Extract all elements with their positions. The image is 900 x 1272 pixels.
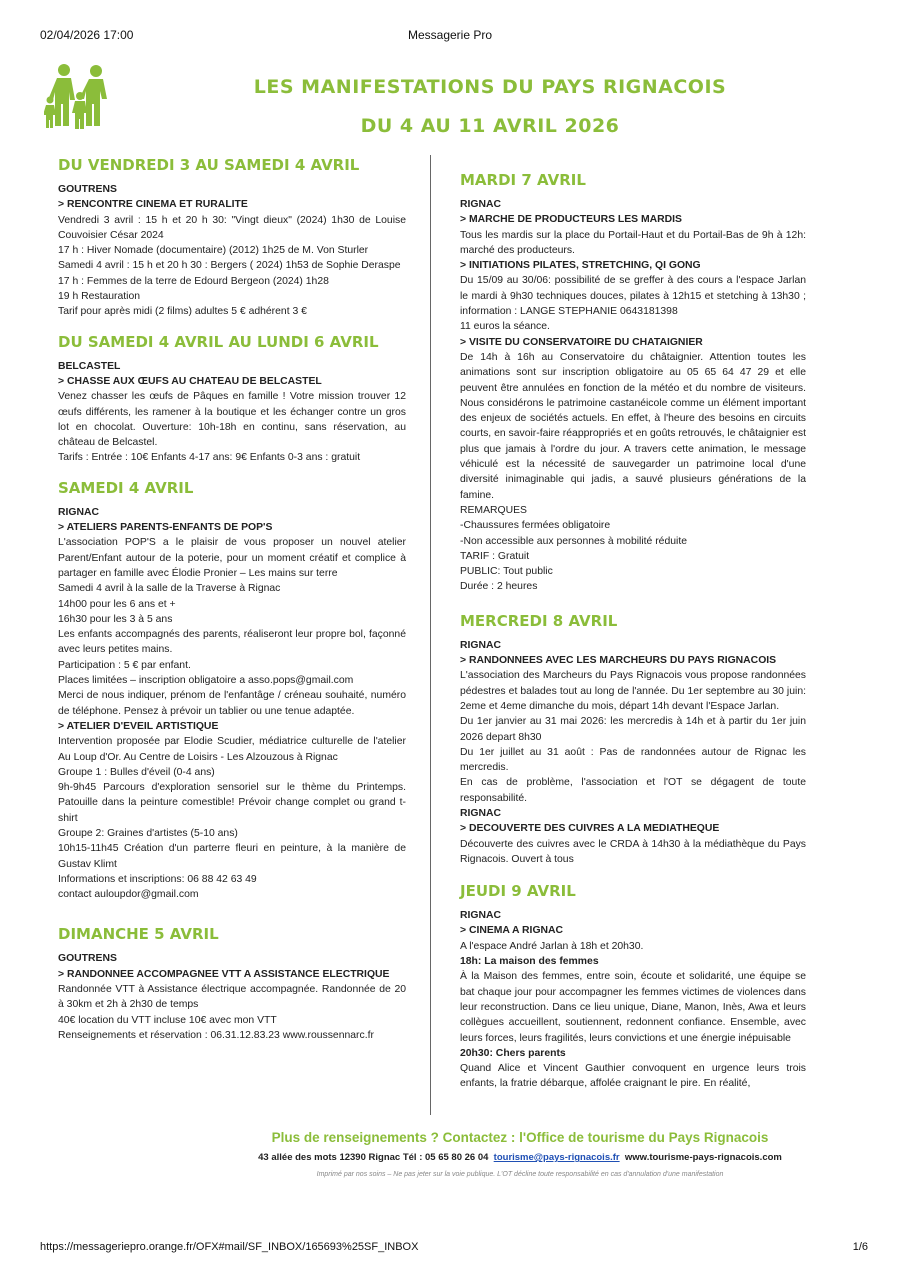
event-line: 14h00 pour les 6 ans et + (58, 598, 176, 610)
contact-details (0, 1152, 900, 1163)
event-line: Intervention proposée par Elodie Scudier, médiatrice culturelle de l'atelier Au Loup d'Or. Au Centre de Loisirs - Les Alzouzous à Rignac (58, 736, 406, 763)
event-title: > CINEMA A RIGNAC (460, 925, 564, 937)
event-line: Places limitées – inscription obligatoire a asso.pops@gmail.com (58, 675, 354, 687)
place-name: GOUTRENS (58, 184, 117, 195)
event-line: REMARQUES (460, 504, 527, 516)
event-line: Découverte des cuivres avec le CRDA à 14h30 à la médiathèque du Pays Rignacois. Ouvert à tous (460, 838, 806, 865)
event-title: > MARCHE DE PRODUCTEURS LES MARDIS (460, 214, 682, 226)
event-line: Venez chasser les œufs de Pâques en famille ! Votre mission trouver 12 œufs différents, les ramener à la boutique et les échanger contre un gros lot en chocolat. Ouverture: 10h-18h en continu, sans réservation, au château de Belcastel. (58, 391, 406, 449)
event-title: > VISITE DU CONSERVATOIRE DU CHATAIGNIER (460, 336, 703, 348)
event-line: Tous les mardis sur la place du Portail-Haut et du Portail-Bas de 9h à 12h: marché des producteurs. (460, 229, 806, 256)
day-heading: MARDI 7 AVRIL (460, 171, 586, 189)
event-line: -Non accessible aux personnes à mobilité réduite (460, 535, 687, 547)
event-line: Groupe 2: Graines d'artistes (5-10 ans) (58, 827, 238, 839)
event-line: De 14h à 16h au Conservatoire du châtaignier. Attention toutes les animations sont sur inscription obligatoire au 05 65 64 47 29 et elle peuvent être annulées en fonction de la météo et du nombre de visiteurs. Nous considérons le patrimoine castanéicole comme un élément important des enjeux de sociétés actuels. En effet, à l'heure des besoins en circuits courts, en savoir-faire réappropriés et en goûts retrouvés, le châtaignier est plus que jamais à l'ordre du jour. A travers cette animation, le message véhiculé est la nécessité de sauvegarder un patrimoine local d'une diversité inimaginable qui jadis, a sauvé plusieurs générations de la famine. (460, 351, 806, 501)
event-line: Du 1er juillet au 31 août : Pas de randonnées autour de Rignac les mercredis. (460, 746, 806, 774)
place-name: RIGNAC (460, 199, 501, 210)
contact-website[interactable]: www.tourisme-pays-rignacois.com (624, 1152, 782, 1163)
event-line: contact auloupdor@gmail.com (58, 889, 199, 901)
disclaimer: Imprimé par nos soins – Ne pas jeter sur la voie publique. L'OT décline toute responsabilité en cas d'annulation d'une manifestation (316, 1171, 724, 1178)
event-line: En cas de problème, l'association et l'OT se dégagent de toute responsabilité. (460, 777, 806, 804)
print-datetime: 02/04/2026 17:00 (40, 28, 134, 42)
event-line: Participation : 5 € par enfant. (58, 659, 191, 671)
event-line: 40€ location du VTT incluse 10€ avec mon VTT (58, 1014, 277, 1026)
event-line: Les enfants accompagnés des parents, réaliseront leur propre bol, façonné avec leurs petites mains. (58, 629, 406, 656)
day-heading: DU SAMEDI 4 AVRIL AU LUNDI 6 AVRIL (58, 332, 379, 351)
event-line: À la Maison des femmes, entre soin, écoute et solidarité, une équipe se bat chaque jour pour accompagner les femmes victimes de violences dans leur reconstruction. Dans ce lieu unique, Diane, Manon, Inès, Awa et leurs collègues accueillent, soutiennent, redonnent confiance. Ensemble, avec leurs forces, leurs fragilités, leurs convictions et une énergie inépuisable (460, 971, 806, 1044)
event-line: Vendredi 3 avril : 15 h et 20 h 30: "Vingt dieux" (2024) 1h30 de Louise Couvoisier César 2024 (58, 214, 406, 241)
left-column (58, 155, 406, 1043)
event-line: Informations et inscriptions: 06 88 42 63 49 (58, 873, 257, 885)
doc-title: LES MANIFESTATIONS DU PAYS RIGNACOIS (253, 76, 727, 98)
event-line: A l'espace André Jarlan à 18h et 20h30. (460, 940, 644, 952)
event-line: Durée : 2 heures (460, 581, 538, 593)
event-line: 17 h : Hiver Nomade (documentaire) (2012) 1h25 de M. Von Sturler (58, 245, 369, 257)
event-line: PUBLIC: Tout public (460, 566, 553, 578)
event-title: > RANDONNEES AVEC LES MARCHEURS DU PAYS RIGNACOIS (460, 655, 777, 667)
day-heading: DU VENDREDI 3 AU SAMEDI 4 AVRIL (58, 156, 360, 174)
event-line: 19 h Restauration (58, 291, 141, 303)
event-line: Tarifs : Entrée : 10€ Enfants 4-17 ans: 9€ Enfants 0-3 ans : gratuit (58, 452, 361, 464)
contact-address: 43 allée des mots 12390 Rignac Tél : 05 65 80 26 04 (258, 1152, 489, 1163)
place-name: RIGNAC (460, 807, 501, 819)
event-line: Renseignements et réservation : 06.31.12.83.23 www.roussennarc.fr (58, 1029, 374, 1041)
event-line: Tarif pour après midi (2 films) adultes 5 € adhérent 3 € (58, 306, 307, 318)
day-heading: DIMANCHE 5 AVRIL (58, 925, 219, 944)
event-line: 11 euros la séance. (460, 321, 550, 333)
event-line: -Chaussures fermées obligatoire (460, 520, 611, 532)
event-title: > RANDONNEE ACCOMPAGNEE VTT A ASSISTANCE ELECTRIQUE (58, 968, 390, 980)
event-line: 17 h : Femmes de la terre de Edourd Bergeon (2024) 1h28 (58, 275, 329, 287)
event-line: Du 15/09 au 30/06: possibilité de se greffer à des cours a l'espace Jarlan le mardi à 9h30 techniques douces, pilates à 12h15 et stetching à 13h30 ; information : LANGE STEPHANIE 0643181398 (460, 275, 806, 318)
event-line: Samedi 4 avril : 15 h et 20 h 30 : Bergers ( 2024) 1h53 de Sophie Deraspe (58, 260, 401, 272)
event-title: > INITIATIONS PILATES, STRETCHING, QI GONG (460, 260, 701, 272)
day-heading: MERCREDI 8 AVRIL (460, 611, 618, 630)
film-title: 20h30: Chers parents (460, 1047, 566, 1059)
doc-date-range: DU 4 AU 11 AVRIL 2026 (360, 115, 620, 137)
event-title: > ATELIERS PARENTS-ENFANTS DE POP'S (58, 522, 273, 534)
event-line: 16h30 pour les 3 à 5 ans (58, 613, 173, 625)
right-column (460, 170, 806, 1092)
day-heading: SAMEDI 4 AVRIL (58, 478, 194, 497)
event-line: TARIF : Gratuit (460, 550, 530, 562)
day-heading: JEUDI 9 AVRIL (460, 882, 576, 901)
event-title: > CHASSE AUX ŒUFS AU CHATEAU DE BELCASTEL (58, 375, 322, 387)
event-line: L'association POP'S a le plaisir de vous proposer un nouvel atelier Parent/Enfant autour de la poterie, pour un moment créatif et complice à partager en famille avec Élodie Pronier – Les mains sur terre (58, 537, 406, 579)
event-line: 10h15-11h45 Création d'un parterre fleuri en peinture, à la manière de Gustav Klimt (58, 843, 406, 870)
event-line: Du 1er janvier au 31 mai 2026: les mercredis à 14h et à partir du 1er juin 2026 depart 8h30 (460, 716, 806, 743)
place-name: RIGNAC (460, 639, 501, 651)
print-app-title: Messagerie Pro (407, 28, 493, 42)
event-title: > ATELIER D'EVEIL ARTISTIQUE (58, 720, 219, 732)
place-name: RIGNAC (460, 910, 501, 922)
event-line: Samedi 4 avril à la salle de la Traverse à Rignac (58, 583, 281, 595)
print-page-number: 1/6 (852, 1241, 868, 1253)
place-name: GOUTRENS (58, 953, 117, 965)
event-line: Quand Alice et Vincent Gauthier convoquent en urgence leurs trois enfants, la fratrie débarque, affolée craignant le pire. En réalité, (460, 1063, 806, 1090)
event-title: > DECOUVERTE DES CUIVRES A LA MEDIATHEQUE (460, 823, 720, 835)
print-url: https://messageriepro.orange.fr/OFX#mail/SF_INBOX/165693%25SF_INBOX (40, 1241, 419, 1253)
event-line: 9h-9h45 Parcours d'exploration sensoriel sur le thème du Printemps. Patouille dans la peinture comestible! Prévoir change complet ou grand t-shirt (58, 782, 406, 824)
film-title: 18h: La maison des femmes (460, 956, 599, 968)
column-divider (430, 155, 431, 1115)
contact-title: Plus de renseignements ? Contactez : l'Office de tourisme du Pays Rignacois (271, 1130, 769, 1145)
place-name: RIGNAC (58, 506, 99, 518)
event-line: L'association des Marcheurs du Pays Rignacois vous propose randonnées pédestres et balades tout au long de l'année. Du 1er septembre au 30 juin: 2eme et 4eme dimanche du mois, départ 14h devant l'Espace Jarlan. (460, 670, 806, 712)
place-name: BELCASTEL (58, 360, 121, 372)
event-line: Randonnée VTT à Assistance électrique accompagnée. Randonnée de 20 à 30km et 2h à 2h30 de temps (58, 984, 406, 1011)
event-line: Groupe 1 : Bulles d'éveil (0-4 ans) (58, 766, 215, 778)
contact-email-link[interactable]: tourisme@pays-rignacois.fr (493, 1152, 620, 1163)
event-title: > RENCONTRE CINEMA ET RURALITE (58, 199, 248, 211)
event-line: Merci de nous indiquer, prénom de l'enfantâge / créneau souhaité, numéro de téléphone. Pensez à prévoir un tablier ou une tenue adaptée. (58, 690, 406, 717)
